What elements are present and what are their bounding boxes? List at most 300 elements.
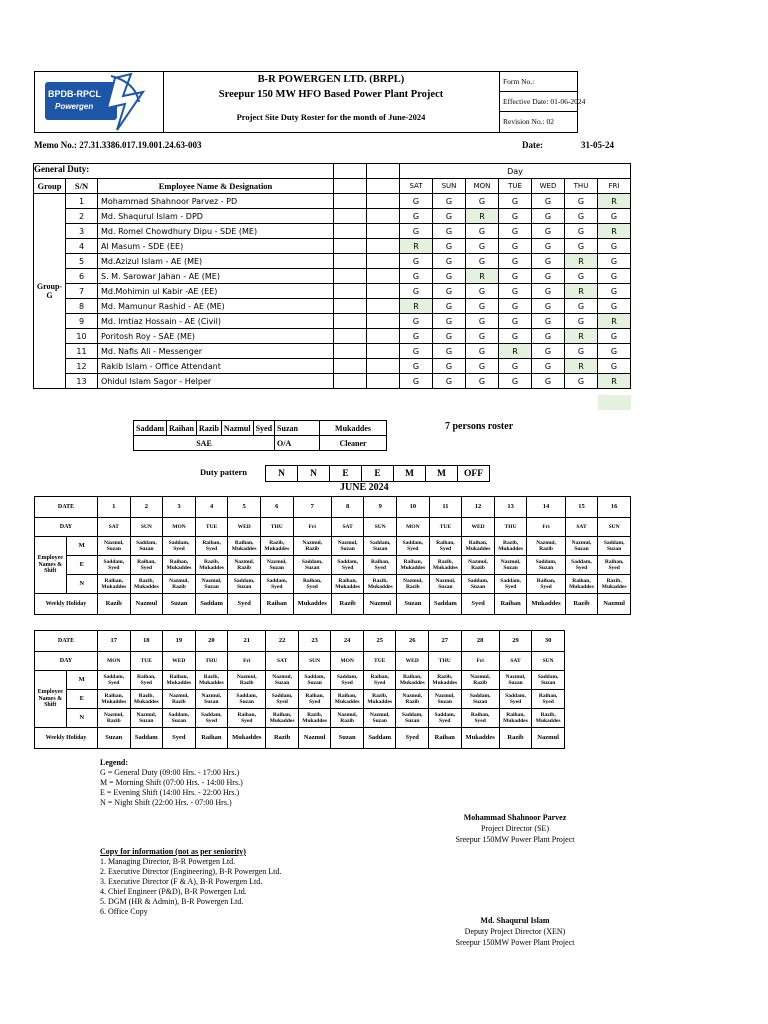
header-meta — [499, 72, 586, 132]
duty-cell: G — [565, 239, 598, 254]
shift-cell — [98, 690, 131, 709]
shift-cell — [396, 709, 429, 728]
blank-cell — [334, 209, 367, 224]
table-row — [34, 269, 631, 284]
shift-person: Saddam, — [337, 558, 358, 565]
blank-cell — [334, 299, 367, 314]
shift-cell — [397, 556, 430, 575]
date-cell: 30 — [532, 631, 565, 652]
shift-person: Mukaddes — [433, 565, 458, 571]
duty-cell: G — [532, 269, 565, 284]
shift-person: Saddam, — [571, 558, 592, 565]
duty-cell: G — [466, 194, 499, 209]
shift-cell — [195, 709, 228, 728]
weekly-holiday-label: Weekly Holiday — [35, 594, 98, 615]
holiday-cell: Syed — [396, 728, 429, 749]
shift-cell — [364, 556, 397, 575]
duty-cell: G — [565, 374, 598, 389]
duty-cell: G — [400, 209, 433, 224]
group-cell: Group-G — [34, 194, 66, 389]
blank-cell — [334, 194, 367, 209]
shift-cell — [195, 690, 228, 709]
duty-pattern-cell: M — [394, 466, 426, 482]
date-cell: 3 — [163, 497, 196, 518]
copy-item: 2. Executive Director (Engineering), B-R Powergen Ltd. — [100, 867, 282, 876]
duty-cell: G — [466, 224, 499, 239]
shift-person: Nazmul, — [402, 692, 423, 699]
table-row — [34, 314, 631, 329]
shift-person: Nazmul, — [470, 673, 490, 680]
duty-cell: R — [466, 269, 499, 284]
shift-cell — [598, 575, 631, 594]
signatory-1 — [420, 812, 610, 845]
duty-cell: G — [532, 359, 565, 374]
shift-person: Mukaddes — [498, 546, 523, 552]
date-cell: 12 — [462, 497, 495, 518]
shift-person: Raihan, — [402, 673, 422, 680]
sn-cell: 2 — [66, 209, 98, 224]
shift-cell — [331, 690, 364, 709]
shift-person: Suzan — [470, 584, 486, 590]
shift-person: Syed — [205, 546, 218, 552]
duty-cell: G — [532, 224, 565, 239]
duty-pattern-label: Duty pattern — [200, 467, 247, 477]
day-cell: MON — [331, 652, 364, 671]
shift-person: Mukaddes — [198, 680, 224, 686]
shift-person: Nazmul, — [536, 539, 556, 546]
duty-cell: G — [433, 284, 466, 299]
shift-cell — [461, 690, 499, 709]
duty-cell: G — [532, 194, 565, 209]
duty-cell: G — [532, 314, 565, 329]
holiday-cell: Syed — [228, 594, 261, 615]
legend — [100, 758, 243, 808]
shift-cell — [462, 575, 495, 594]
date-cell: 20 — [195, 631, 228, 652]
shift-cell — [494, 575, 527, 594]
shift-person: Razib, — [372, 692, 388, 699]
shift-person: Nazmul, — [402, 577, 423, 584]
date-cell: 22 — [266, 631, 299, 652]
employee-name-cell: Md. Imtiaz Hossain - AE (Civil) — [98, 314, 334, 329]
duty-cell: G — [499, 329, 532, 344]
shift-person: Mukaddes — [334, 699, 360, 705]
shift-person: Razib, — [204, 558, 220, 565]
blank-cell — [367, 359, 400, 374]
memo-number: Memo No.: 27.31.3386.017.19.001.24.63-003 — [34, 140, 202, 150]
shift-cell — [298, 671, 331, 690]
day-cell: WED — [462, 518, 495, 537]
shift-cell — [461, 671, 499, 690]
employee-shift-label: Employee Names & Shift — [35, 671, 67, 728]
shift-row — [35, 575, 631, 594]
shift-person: Razib — [172, 584, 186, 590]
shift-cell — [195, 575, 228, 594]
shift-cell — [565, 556, 598, 575]
signatory-2 — [420, 915, 610, 948]
shift-cell — [163, 690, 196, 709]
roster-role-sae: SAE — [134, 436, 275, 451]
shift-cell — [598, 537, 631, 556]
shift-cell — [298, 709, 331, 728]
duty-cell: G — [433, 239, 466, 254]
shift-cell — [499, 709, 532, 728]
shift-person: Syed — [173, 546, 185, 552]
holiday-cell: Nazmul — [364, 594, 397, 615]
copy-item: 3. Executive Director (F & A), B-R Powergen Ltd. — [100, 877, 263, 886]
shift-cell — [293, 556, 331, 575]
shift-cell — [462, 537, 495, 556]
holiday-cell: Mukaddes — [527, 594, 565, 615]
shift-person: Syed — [276, 699, 288, 705]
shift-person: Syed — [439, 546, 452, 552]
shift-person: Nazmul, — [103, 539, 124, 546]
shift-cell — [130, 556, 163, 575]
day-cell: SUN — [130, 518, 163, 537]
duty-cell: G — [466, 284, 499, 299]
date-row — [35, 497, 631, 518]
table-row — [34, 239, 631, 254]
shift-person: Razib, — [606, 577, 622, 584]
shift-person: Raihan, — [604, 558, 624, 565]
shift-cell — [130, 575, 163, 594]
employee-name-cell: Md.Mohimin ul Kabir -AE (EE) — [98, 284, 334, 299]
blank-cell — [367, 224, 400, 239]
shift-person: Syed — [575, 565, 588, 571]
duty-cell: G — [433, 209, 466, 224]
shift-person: Saddam, — [336, 673, 358, 680]
shift-cell — [260, 575, 293, 594]
date-cell: 7 — [293, 497, 331, 518]
day-cell: MON — [397, 518, 430, 537]
employee-name-cell: Md.Azizul Islam - AE (ME) — [98, 254, 334, 269]
shift-cell — [98, 537, 131, 556]
blank-cell — [367, 194, 400, 209]
holiday-cell: Saddam — [130, 728, 163, 749]
day-cell: Fri — [228, 652, 266, 671]
blank-cell — [367, 239, 400, 254]
shift-person: Razib — [171, 699, 186, 705]
date-value: 31-05-24 — [581, 140, 614, 150]
date-cell: 28 — [461, 631, 499, 652]
legend-item: N = Night Shift (22:00 Hrs. - 07:00 Hrs.) — [100, 798, 232, 807]
date-cell: 15 — [565, 497, 598, 518]
effective-date: Effective Date: 01-06-2024 — [499, 92, 577, 112]
blank-cell — [334, 164, 367, 179]
date-cell: 27 — [429, 631, 462, 652]
shift-cell — [527, 575, 565, 594]
shift-person: Saddam, — [201, 711, 222, 718]
shift-person: Saddam, — [469, 692, 491, 699]
shift-cell — [98, 556, 131, 575]
date-row — [35, 631, 565, 652]
duty-cell: G — [532, 284, 565, 299]
copy-item: 1. Managing Director, B-R Powergen Ltd. — [100, 857, 236, 866]
roster-role-cleaner: Cleaner — [320, 436, 387, 451]
shift-cell — [565, 537, 598, 556]
shift-person: Suzan — [204, 584, 219, 590]
shift-person: Nazmul, — [201, 577, 222, 584]
shift-cell — [331, 575, 364, 594]
duty-cell: G — [499, 359, 532, 374]
blank-cell — [334, 269, 367, 284]
shift-person: Saddam, — [136, 539, 157, 546]
duty-cell: G — [598, 269, 631, 284]
duty-cell: G — [400, 344, 433, 359]
roster-box — [133, 420, 387, 451]
shift-person: Suzan — [503, 565, 518, 571]
duty-cell: R — [598, 194, 631, 209]
day-cell: WED — [228, 518, 261, 537]
holiday-cell: Raihan — [494, 594, 527, 615]
signatory-title: Project Director (SE) — [481, 824, 549, 833]
shift-person: Suzan — [204, 699, 219, 705]
table-row — [34, 194, 631, 209]
duty-cell: G — [433, 194, 466, 209]
day-column-header: MON — [466, 179, 499, 194]
roster-name: Raihan — [167, 421, 197, 436]
shift-person: Syed — [374, 680, 386, 686]
shift-person: Suzan — [171, 718, 187, 724]
shift-cell — [532, 671, 565, 690]
copy-item: 6. Office Copy — [100, 907, 148, 916]
shift-person: Nazmul, — [302, 539, 323, 546]
shift-person: Raihan, — [506, 711, 525, 718]
date-cell: 19 — [163, 631, 196, 652]
sn-cell: 1 — [66, 194, 98, 209]
shift-cell — [331, 537, 364, 556]
holiday-cell: Syed — [462, 594, 495, 615]
shift-cell — [266, 671, 299, 690]
date-cell: 29 — [499, 631, 532, 652]
shift-cell — [266, 690, 299, 709]
shift-person: Razib — [305, 546, 320, 552]
shift-person: Raihan, — [234, 539, 254, 546]
shift-person: Syed — [542, 699, 554, 705]
shift-cell — [298, 690, 331, 709]
shift-person: Razib — [405, 584, 420, 590]
shift-cell — [429, 709, 462, 728]
table-row — [34, 254, 631, 269]
shift-person: Syed — [341, 565, 354, 571]
shift-person: Mukaddes — [302, 718, 328, 724]
blank-cell — [334, 374, 367, 389]
shift-person: Saddam, — [304, 673, 325, 680]
day-cell: SAT — [499, 652, 532, 671]
logo-text-1: BPDB-RPCL — [48, 89, 101, 99]
duty-cell: G — [400, 194, 433, 209]
shift-person: Raihan, — [169, 558, 189, 565]
shift-person: Saddam, — [103, 558, 125, 565]
shift-person: Saddam, — [505, 692, 526, 699]
shift-person: Mukaddes — [503, 718, 528, 724]
duty-cell: G — [433, 329, 466, 344]
shift-person: Suzan — [540, 680, 556, 686]
sn-cell: 3 — [66, 224, 98, 239]
shift-cell — [331, 556, 364, 575]
roster-name: Suzan — [275, 421, 320, 436]
day-cell: SAT — [266, 652, 299, 671]
shift-cell — [163, 537, 196, 556]
shift-person: Mukaddes — [601, 584, 627, 590]
shift-person: Mukaddes — [465, 546, 491, 552]
duty-cell: G — [499, 209, 532, 224]
shift-person: Saddam, — [236, 692, 258, 699]
day-cell: THU — [260, 518, 293, 537]
shift-person: Saddam, — [401, 711, 423, 718]
shift-person: Raihan, — [104, 692, 124, 699]
shift-cell — [364, 537, 397, 556]
date-cell: 25 — [363, 631, 396, 652]
duty-cell: G — [466, 359, 499, 374]
shift-person: Raihan, — [137, 558, 156, 565]
holiday-cell: Nazmul — [298, 728, 331, 749]
blank-cell — [334, 344, 367, 359]
shift-person: Suzan — [538, 565, 554, 571]
holiday-cell: Saddam — [195, 594, 228, 615]
duty-cell: G — [499, 374, 532, 389]
shift-person: Saddam, — [168, 711, 190, 718]
shift-person: Razib, — [372, 577, 388, 584]
shift-person: Raihan, — [302, 577, 322, 584]
shift-person: Razib — [473, 680, 488, 686]
shift-label: M — [66, 537, 98, 556]
holiday-cell: Razib — [499, 728, 532, 749]
blank-cell — [334, 254, 367, 269]
sn-cell: 11 — [66, 344, 98, 359]
shift-cell — [461, 709, 499, 728]
shift-person: Nazmul, — [435, 577, 456, 584]
shift-person: Mukaddes — [367, 584, 393, 590]
table-row — [34, 374, 631, 389]
shift-person: Mukaddes — [367, 699, 393, 705]
shift-person: Syed — [140, 680, 152, 686]
roster-name: Nazmul — [221, 421, 253, 436]
shift-person: Mukaddes — [231, 546, 257, 552]
sn-cell: 4 — [66, 239, 98, 254]
shift-cell — [266, 709, 299, 728]
shift-cell — [363, 671, 396, 690]
shift-person: Syed — [474, 718, 486, 724]
table-row — [34, 299, 631, 314]
holiday-cell: Saddam — [363, 728, 396, 749]
day-column-header: FRI — [598, 179, 631, 194]
shift-person: Syed — [241, 718, 253, 724]
day-column-header: THU — [565, 179, 598, 194]
duty-cell: G — [598, 209, 631, 224]
shift-cell — [228, 690, 266, 709]
duty-cell: G — [466, 314, 499, 329]
shift-person: Mukaddes — [569, 584, 594, 590]
table-row — [34, 209, 631, 224]
signatory-title: Deputy Project Director (XEN) — [464, 927, 566, 936]
logo-text-2: Powergen — [55, 102, 94, 111]
day-cell: MON — [163, 518, 196, 537]
shift-cell — [462, 556, 495, 575]
duty-cell: R — [565, 329, 598, 344]
holiday-cell: Raihan — [260, 594, 293, 615]
shift-cell — [130, 537, 163, 556]
shift-person: Saddam, — [603, 539, 625, 546]
shift-person: Raihan, — [468, 539, 488, 546]
duty-pattern-cell: OFF — [458, 466, 490, 482]
shift-person: Syed — [504, 584, 517, 590]
table-row — [34, 344, 631, 359]
shift-person: Syed — [407, 546, 419, 552]
shift-label: M — [66, 671, 98, 690]
duty-cell: G — [400, 329, 433, 344]
holiday-cell: Razib — [331, 594, 364, 615]
shift-person: Suzan — [305, 565, 320, 571]
shift-person: Saddam, — [369, 539, 391, 546]
shift-cell — [532, 709, 565, 728]
day-cell: SAT — [565, 518, 598, 537]
sn-cell: 13 — [66, 374, 98, 389]
legend-title: Legend: — [100, 758, 128, 767]
shift-person: Raihan, — [370, 558, 390, 565]
date-cell: 23 — [298, 631, 331, 652]
signatory-org: Sreepur 150MW Power Plant Project — [455, 835, 575, 844]
shift-person: Suzan — [106, 546, 121, 552]
weekly-holiday-label: Weekly Holiday — [35, 728, 98, 749]
holiday-cell: Razib — [266, 728, 299, 749]
duty-cell: G — [466, 239, 499, 254]
shift-label: E — [66, 690, 98, 709]
sn-cell: 5 — [66, 254, 98, 269]
duty-cell: G — [433, 269, 466, 284]
shift-person: Saddam, — [266, 577, 288, 584]
blank-cell — [367, 209, 400, 224]
holiday-cell: Mukaddes — [293, 594, 331, 615]
shift-person: Nazmul, — [168, 692, 189, 699]
holiday-cell: Nazmul — [598, 594, 631, 615]
shift-cell — [532, 690, 565, 709]
day-cell: SUN — [364, 518, 397, 537]
table-row — [34, 329, 631, 344]
shift-cell — [163, 575, 196, 594]
shift-row — [35, 556, 631, 575]
duty-cell: G — [466, 254, 499, 269]
shift-cell — [130, 671, 163, 690]
duty-cell: R — [598, 374, 631, 389]
duty-cell: G — [499, 254, 532, 269]
shift-person: Saddam, — [233, 577, 255, 584]
shift-person: Nazmul, — [136, 711, 157, 718]
shift-row — [35, 690, 565, 709]
highlight-cell — [598, 395, 631, 410]
shift-person: Mukaddes — [133, 699, 159, 705]
day-cell: THU — [494, 518, 527, 537]
shift-person: Mukaddes — [269, 718, 295, 724]
shift-person: Suzan — [405, 718, 420, 724]
shift-cell — [195, 671, 228, 690]
blank-cell — [367, 314, 400, 329]
month-title: JUNE 2024 — [340, 482, 389, 493]
shift-person: Syed — [140, 565, 153, 571]
shift-person: Mukaddes — [134, 584, 159, 590]
duty-cell: G — [499, 284, 532, 299]
shift-person: Razib, — [203, 673, 219, 680]
blank-cell — [367, 374, 400, 389]
blank-cell — [367, 344, 400, 359]
shift-person: Suzan — [269, 565, 284, 571]
shift-person: Mukaddes — [432, 680, 458, 686]
shift-person: Syed — [271, 584, 283, 590]
shift-person: Suzan — [139, 718, 154, 724]
group-header: Group — [34, 179, 66, 194]
shift-person: Suzan — [236, 584, 252, 590]
roster-role-oa: O/A — [275, 436, 320, 451]
